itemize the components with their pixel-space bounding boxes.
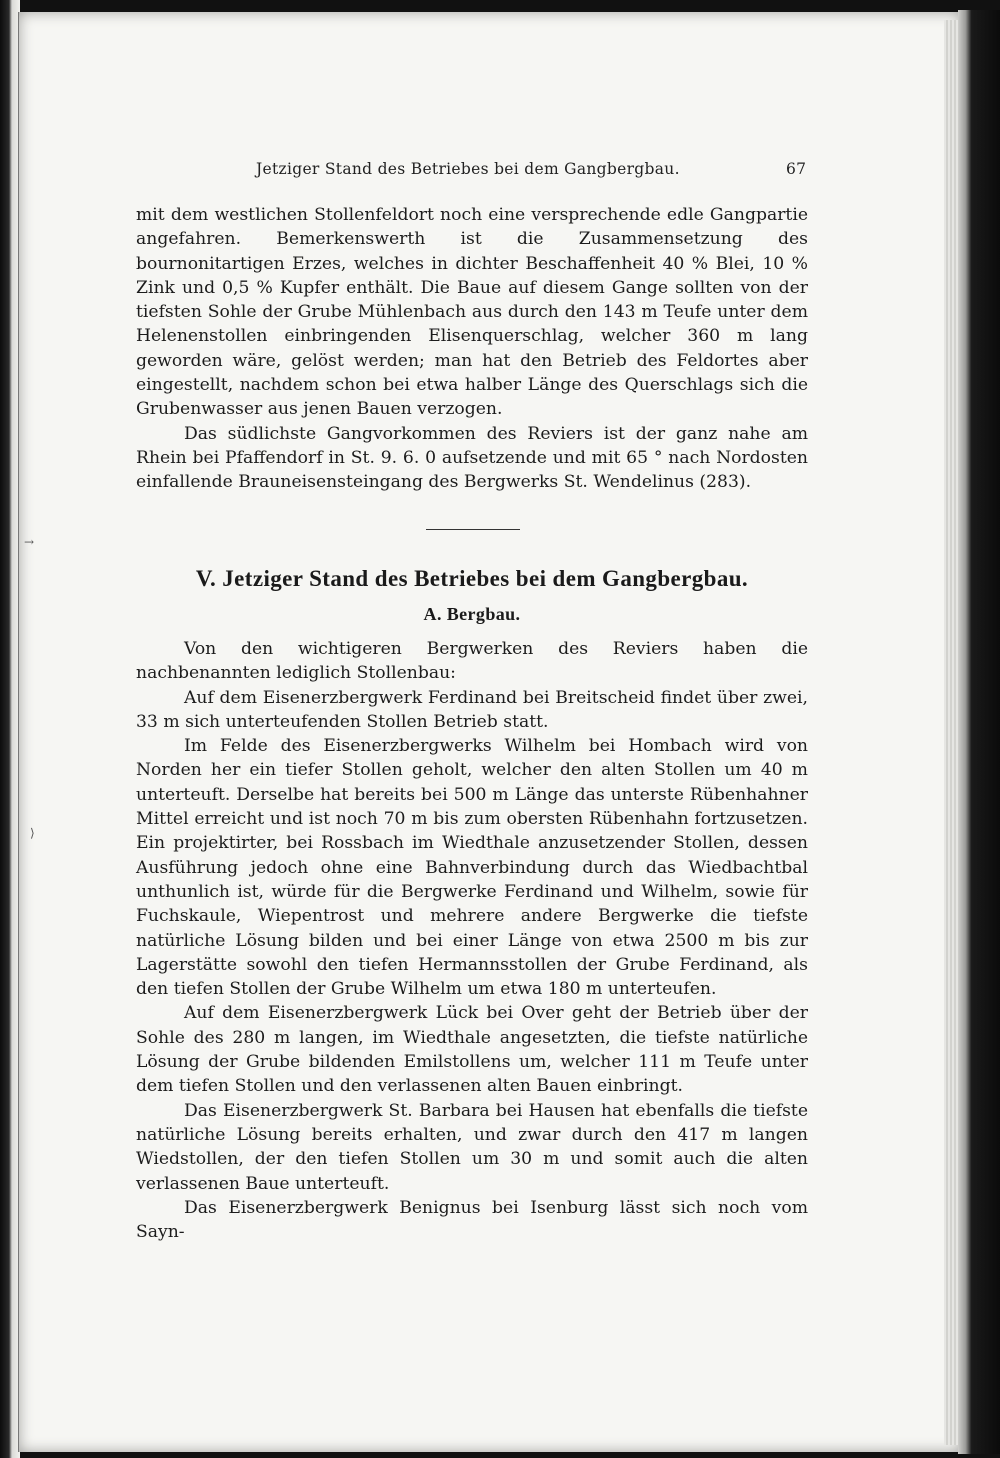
margin-mark: → — [24, 535, 35, 549]
page-number: 67 — [786, 160, 807, 178]
paragraph: Auf dem Eisenerzbergwerk Lück bei Over geht der Betrieb über der Sohle des 280 m langen, im Wiedthale angesetzten, die tiefste natürliche Lösung der Grube bildenden Emilstollens um, welcher 111 m Teufe unter dem tiefen Stollen und den verlassenen alten Bauen einbringt. — [136, 1003, 808, 1097]
book-spine-left — [0, 0, 20, 1458]
paragraph: Das südlichste Gangvorkommen des Reviers ist der ganz nahe am Rhein bei Pfaffendorf in St. 9. 6. 0 aufsetzende und mit 65 ° nach Nordosten einfallende Brauneisensteingang des Bergwerks St. Wendelinus (283). — [136, 423, 808, 493]
paragraph: Von den wichtigeren Bergwerken des Reviers haben die nachbenannten lediglich Stollenbau: — [136, 639, 808, 684]
running-head — [0, 160, 1000, 186]
text-block-before — [136, 203, 808, 495]
section-divider-rule — [426, 529, 520, 530]
subsection-heading: A. Bergbau. — [423, 604, 521, 624]
paragraph: mit dem westlichen Stollenfeldort noch eine versprechende edle Gangpartie angefahren. Bemerkenswerth ist die Zusammensetzung des bournonitartigen Erzes, welches in dichter Beschaffenheit 40 % Blei, 10 % Zink und 0,5 % Kupfer enthält. Die Baue auf diesem Gange sollten von der tiefsten Sohle der Grube Mühlenbach aus durch den 143 m Teufe unter dem Helenenstollen einbringenden Elisenquerschlag, welcher 360 m lang geworden wäre, gelöst werden; man hat den Betrieb des Feldortes aber eingestellt, nachdem schon bei etwa halber Länge des Querschlags sich die Grubenwasser aus jenen Bauen verzogen. — [136, 205, 808, 420]
paragraph: Im Felde des Eisenerzbergwerks Wilhelm bei Hombach wird von Norden her ein tiefer Stollen geholt, welcher den alten Stollen um 40 m unterteuft. Derselbe hat bereits bei 500 m Länge das unterste Rübenhahner Mittel erreicht und ist noch 70 m bis zum obersten Rübenhahn fortzusetzen. Ein projektirter, bei Rossbach im Wiedthale anzusetzender Stollen, dessen Ausführung jedoch ohne eine Bahnverbindung durch das Wiedbachtbal unthunlich ist, würde für die Bergwerke Ferdinand und Wilhelm, sowie für Fuchskaule, Wiepentrost und mehrere andere Bergwerke die tiefste natürliche Lösung bilden und bei einer Länge von etwa 2500 m bis zur Lagerstätte sowohl den tiefen Hermannsstollen der Grube Ferdinand, als den tiefen Stollen der Grube Wilhelm um etwa 180 m unterteufen. — [136, 736, 808, 1000]
page-edges — [944, 20, 958, 1445]
margin-mark: ⟩ — [30, 826, 35, 840]
running-head-title: Jetziger Stand des Betriebes bei dem Gangbergbau. — [256, 160, 680, 178]
text-block-after — [136, 637, 808, 1244]
page-edge-right — [958, 10, 1000, 1454]
paragraph: Das Eisenerzbergwerk St. Barbara bei Hausen hat ebenfalls die tiefste natürliche Lösung bereits erhalten, und zwar durch den 417 m langen Wiedstollen, der den tiefen Stollen um 30 m und somit auch die alten verlassenen Baue unterteuft. — [136, 1100, 808, 1194]
paragraph: Auf dem Eisenerzbergwerk Ferdinand bei Breitscheid findet über zwei, 33 m sich unterteufenden Stollen Betrieb statt. — [136, 687, 808, 732]
section-heading: V. Jetziger Stand des Betriebes bei dem Gangbergbau. — [195, 566, 749, 591]
paragraph: Das Eisenerzbergwerk Benignus bei Isenburg lässt sich noch vom Sayn- — [136, 1197, 808, 1243]
